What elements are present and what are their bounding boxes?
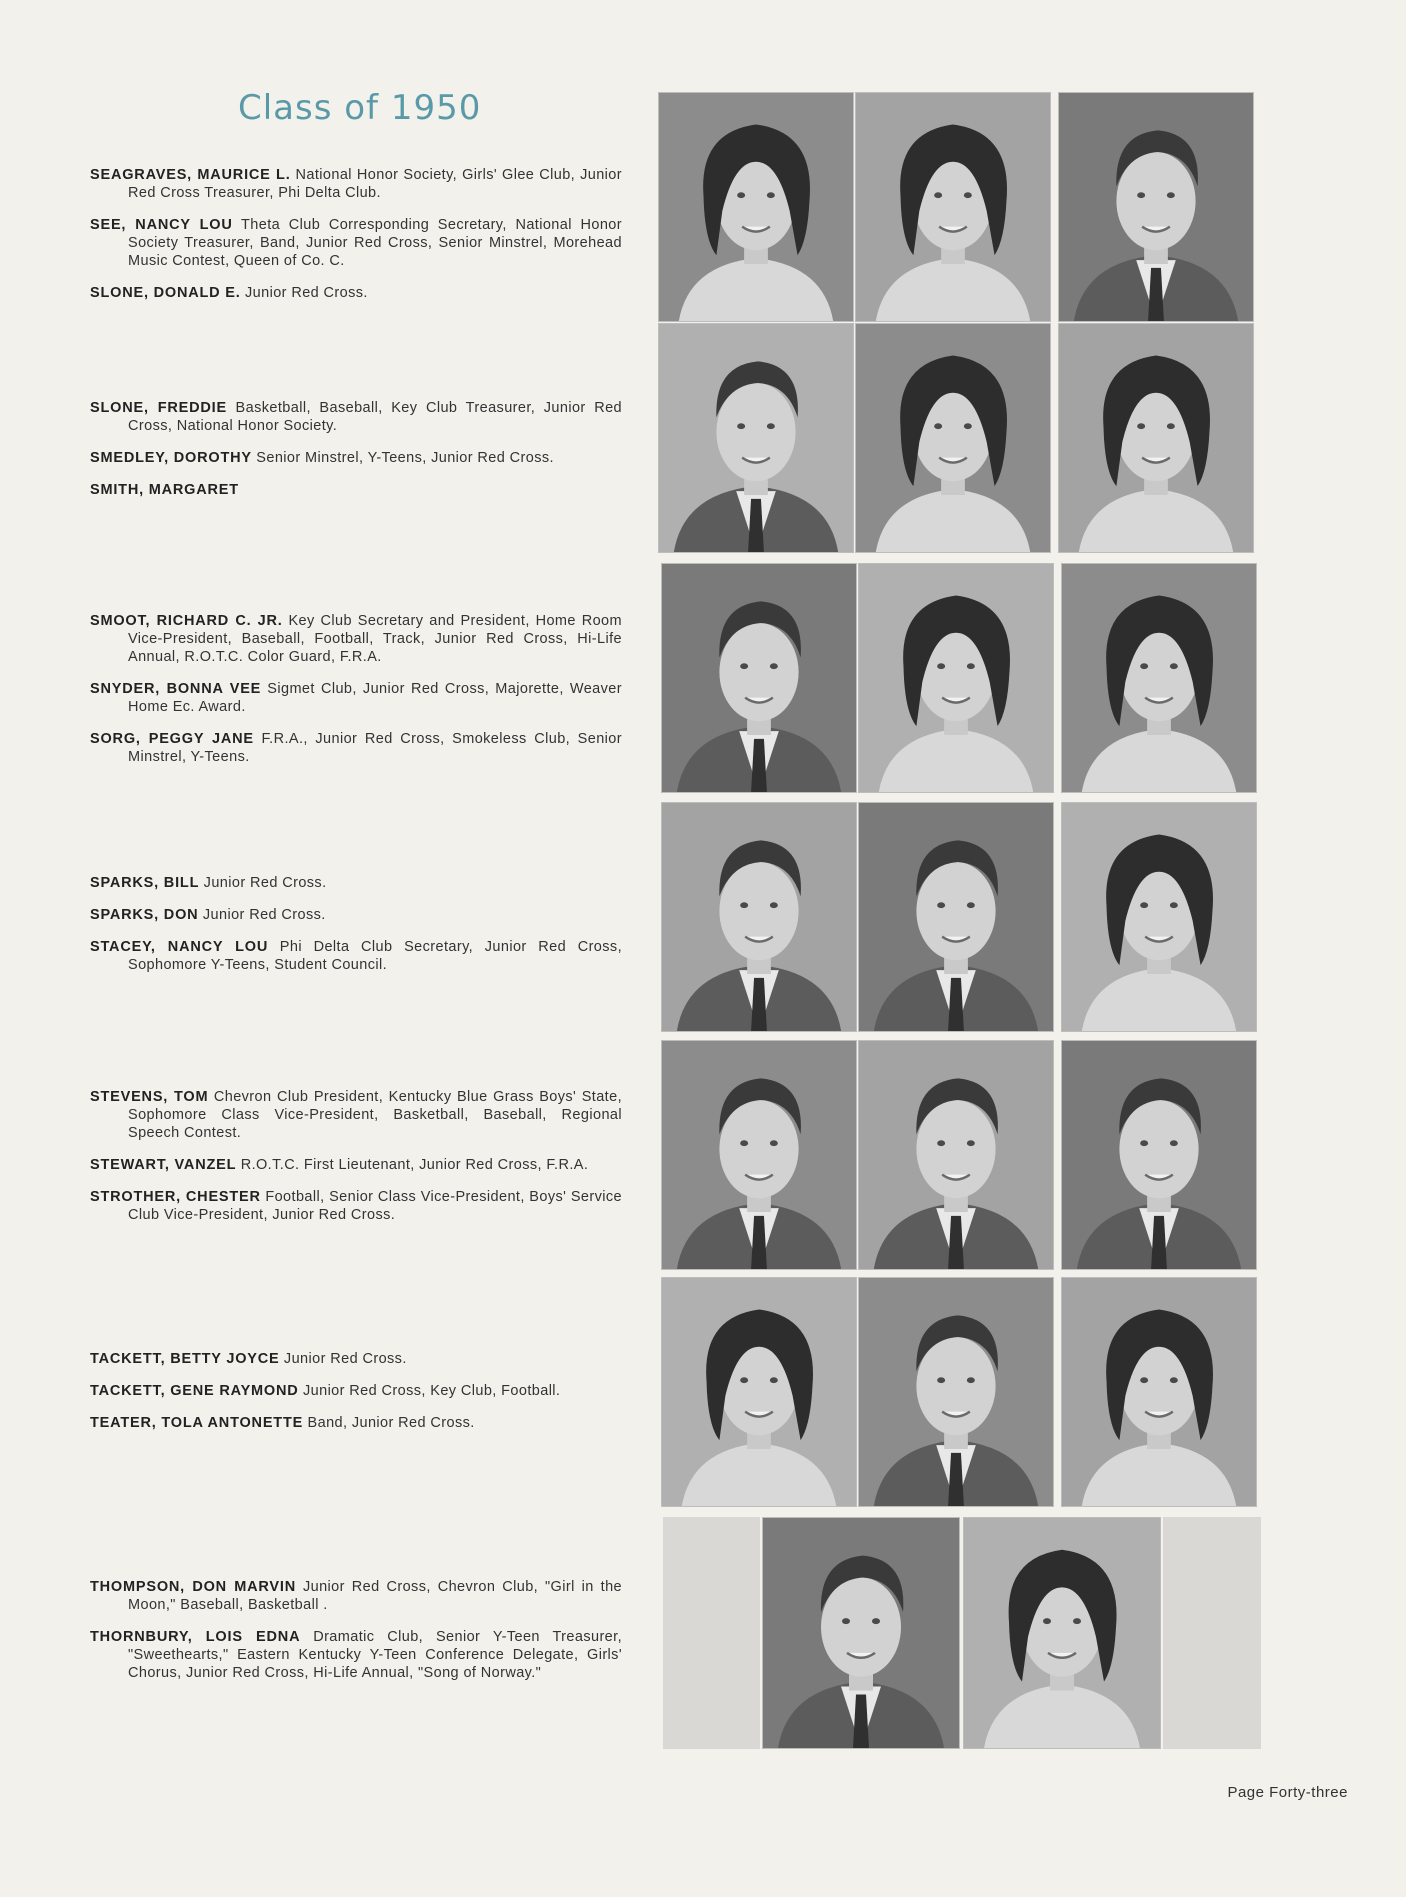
student-portrait <box>1058 92 1254 322</box>
student-activities: Dramatic Club, Senior Y-Teen Treasurer, "Sweethearts," Eastern Kentucky Y-Teen Conference Delegate, Girls' Chorus, Junior Red Cross, Hi-Life Annual, "Song of Norway." <box>128 1629 622 1681</box>
student-activities: Theta Club Corresponding Secretary, National Honor Society Treasurer, Band, Junior Red Cross, Senior Minstrel, Morehead Music Contest, Queen of Co. C. <box>128 217 623 269</box>
student-name: TEATER, TOLA ANTONETTE <box>90 1415 304 1431</box>
student-activities: Junior Red Cross, Key Club, Football. <box>302 1383 561 1399</box>
student-name: STROTHER, CHESTER <box>90 1189 261 1205</box>
student-portrait <box>1061 563 1257 793</box>
student-activities: Band, Junior Red Cross. <box>307 1415 475 1431</box>
student-entry <box>90 612 622 666</box>
student-portrait <box>1061 1040 1257 1270</box>
student-portrait <box>963 1517 1161 1749</box>
entry-group <box>90 612 622 780</box>
student-name: SNYDER, BONNA VEE <box>90 681 262 697</box>
student-name: SORG, PEGGY JANE <box>90 731 254 747</box>
student-activities: Football, Senior Class Vice-President, Boys' Service Club Vice-President, Junior Red Cross. <box>128 1189 622 1223</box>
student-portrait <box>1061 1277 1257 1507</box>
student-activities: Junior Red Cross. <box>203 875 327 891</box>
student-activities: Chevron Club President, Kentucky Blue Grass Boys' State, Sophomore Class Vice-President, Basketball, Baseball, Regional Speech Contest. <box>128 1089 622 1141</box>
student-activities: R.O.T.C. First Lieutenant, Junior Red Cross, F.R.A. <box>240 1157 589 1173</box>
student-entry <box>90 481 622 499</box>
student-portrait <box>1058 323 1254 553</box>
student-portrait <box>858 1040 1054 1270</box>
student-portrait <box>858 802 1054 1032</box>
student-activities: Junior Red Cross. <box>283 1351 407 1367</box>
student-name: SEE, NANCY LOU <box>90 217 233 233</box>
student-name: THORNBURY, LOIS EDNA <box>90 1629 301 1645</box>
entry-group <box>90 874 622 988</box>
student-entry <box>90 874 622 892</box>
student-activities: Sigmet Club, Junior Red Cross, Majorette, Weaver Home Ec. Award. <box>128 681 622 715</box>
student-activities: Junior Red Cross. <box>202 907 326 923</box>
student-entry <box>90 1382 622 1400</box>
entry-group <box>90 1578 622 1696</box>
student-activities: Junior Red Cross, Chevron Club, "Girl in the Moon," Baseball, Basketball . <box>128 1579 622 1613</box>
entry-group <box>90 1350 622 1446</box>
student-entry <box>90 1350 622 1368</box>
blank-photo-cell <box>1163 1517 1261 1749</box>
student-entry <box>90 284 622 302</box>
student-name: STACEY, NANCY LOU <box>90 939 269 955</box>
student-portrait <box>858 1277 1054 1507</box>
student-activities: F.R.A., Junior Red Cross, Smokeless Club, Senior Minstrel, Y-Teens. <box>128 731 622 765</box>
student-activities: National Honor Society, Girls' Glee Club, Junior Red Cross Treasurer, Phi Delta Club. <box>128 167 622 201</box>
student-activities: Junior Red Cross. <box>245 285 368 301</box>
student-name: TACKETT, GENE RAYMOND <box>90 1383 299 1399</box>
student-entry <box>90 1414 622 1432</box>
student-entry <box>90 730 622 766</box>
student-name: SLONE, FREDDIE <box>90 400 227 416</box>
student-entry <box>90 906 622 924</box>
student-name: STEVENS, TOM <box>90 1089 209 1105</box>
entry-group <box>90 166 622 316</box>
student-activities: Basketball, Baseball, Key Club Treasurer, Junior Red Cross, National Honor Society. <box>128 400 623 434</box>
student-portrait <box>1061 802 1257 1032</box>
student-name: THOMPSON, DON MARVIN <box>90 1579 297 1595</box>
student-entry <box>90 1578 622 1614</box>
student-portrait <box>858 563 1054 793</box>
student-entry <box>90 1188 622 1224</box>
entry-group <box>90 399 622 513</box>
page-title: Class of 1950 <box>238 88 482 128</box>
student-entry <box>90 449 622 467</box>
blank-photo-cell <box>663 1517 760 1749</box>
student-portrait <box>661 1277 857 1507</box>
page-number: Page Forty-three <box>1227 1784 1348 1801</box>
student-portrait <box>661 802 857 1032</box>
student-name: TACKETT, BETTY JOYCE <box>90 1351 280 1367</box>
student-entry <box>90 680 622 716</box>
student-name: SEAGRAVES, MAURICE L. <box>90 167 291 183</box>
student-entry <box>90 399 622 435</box>
student-name: SPARKS, BILL <box>90 875 200 891</box>
student-entry <box>90 1628 622 1682</box>
student-name: SLONE, DONALD E. <box>90 285 241 301</box>
student-name: SMEDLEY, DOROTHY <box>90 450 252 466</box>
student-entry <box>90 166 622 202</box>
student-portrait <box>661 563 857 793</box>
student-entry <box>90 216 622 270</box>
student-activities: Phi Delta Club Secretary, Junior Red Cross, Sophomore Y-Teens, Student Council. <box>128 939 622 973</box>
student-activities: Senior Minstrel, Y-Teens, Junior Red Cross. <box>256 450 554 466</box>
student-name: STEWART, VANZEL <box>90 1157 237 1173</box>
student-portrait <box>855 323 1051 553</box>
student-name: SPARKS, DON <box>90 907 199 923</box>
student-portrait <box>658 92 854 322</box>
student-portrait <box>658 323 854 553</box>
student-name: SMOOT, RICHARD C. JR. <box>90 613 283 629</box>
student-entry <box>90 938 622 974</box>
entry-group <box>90 1088 622 1238</box>
student-name: SMITH, MARGARET <box>90 482 239 498</box>
student-portrait <box>855 92 1051 322</box>
student-portrait <box>762 1517 960 1749</box>
student-entry <box>90 1156 622 1174</box>
student-entry <box>90 1088 622 1142</box>
student-portrait <box>661 1040 857 1270</box>
student-activities: Key Club Secretary and President, Home Room Vice-President, Baseball, Football, Track, Junior Red Cross, Hi-Life Annual, R.O.T.C. Color Guard, F.R.A. <box>128 613 622 665</box>
